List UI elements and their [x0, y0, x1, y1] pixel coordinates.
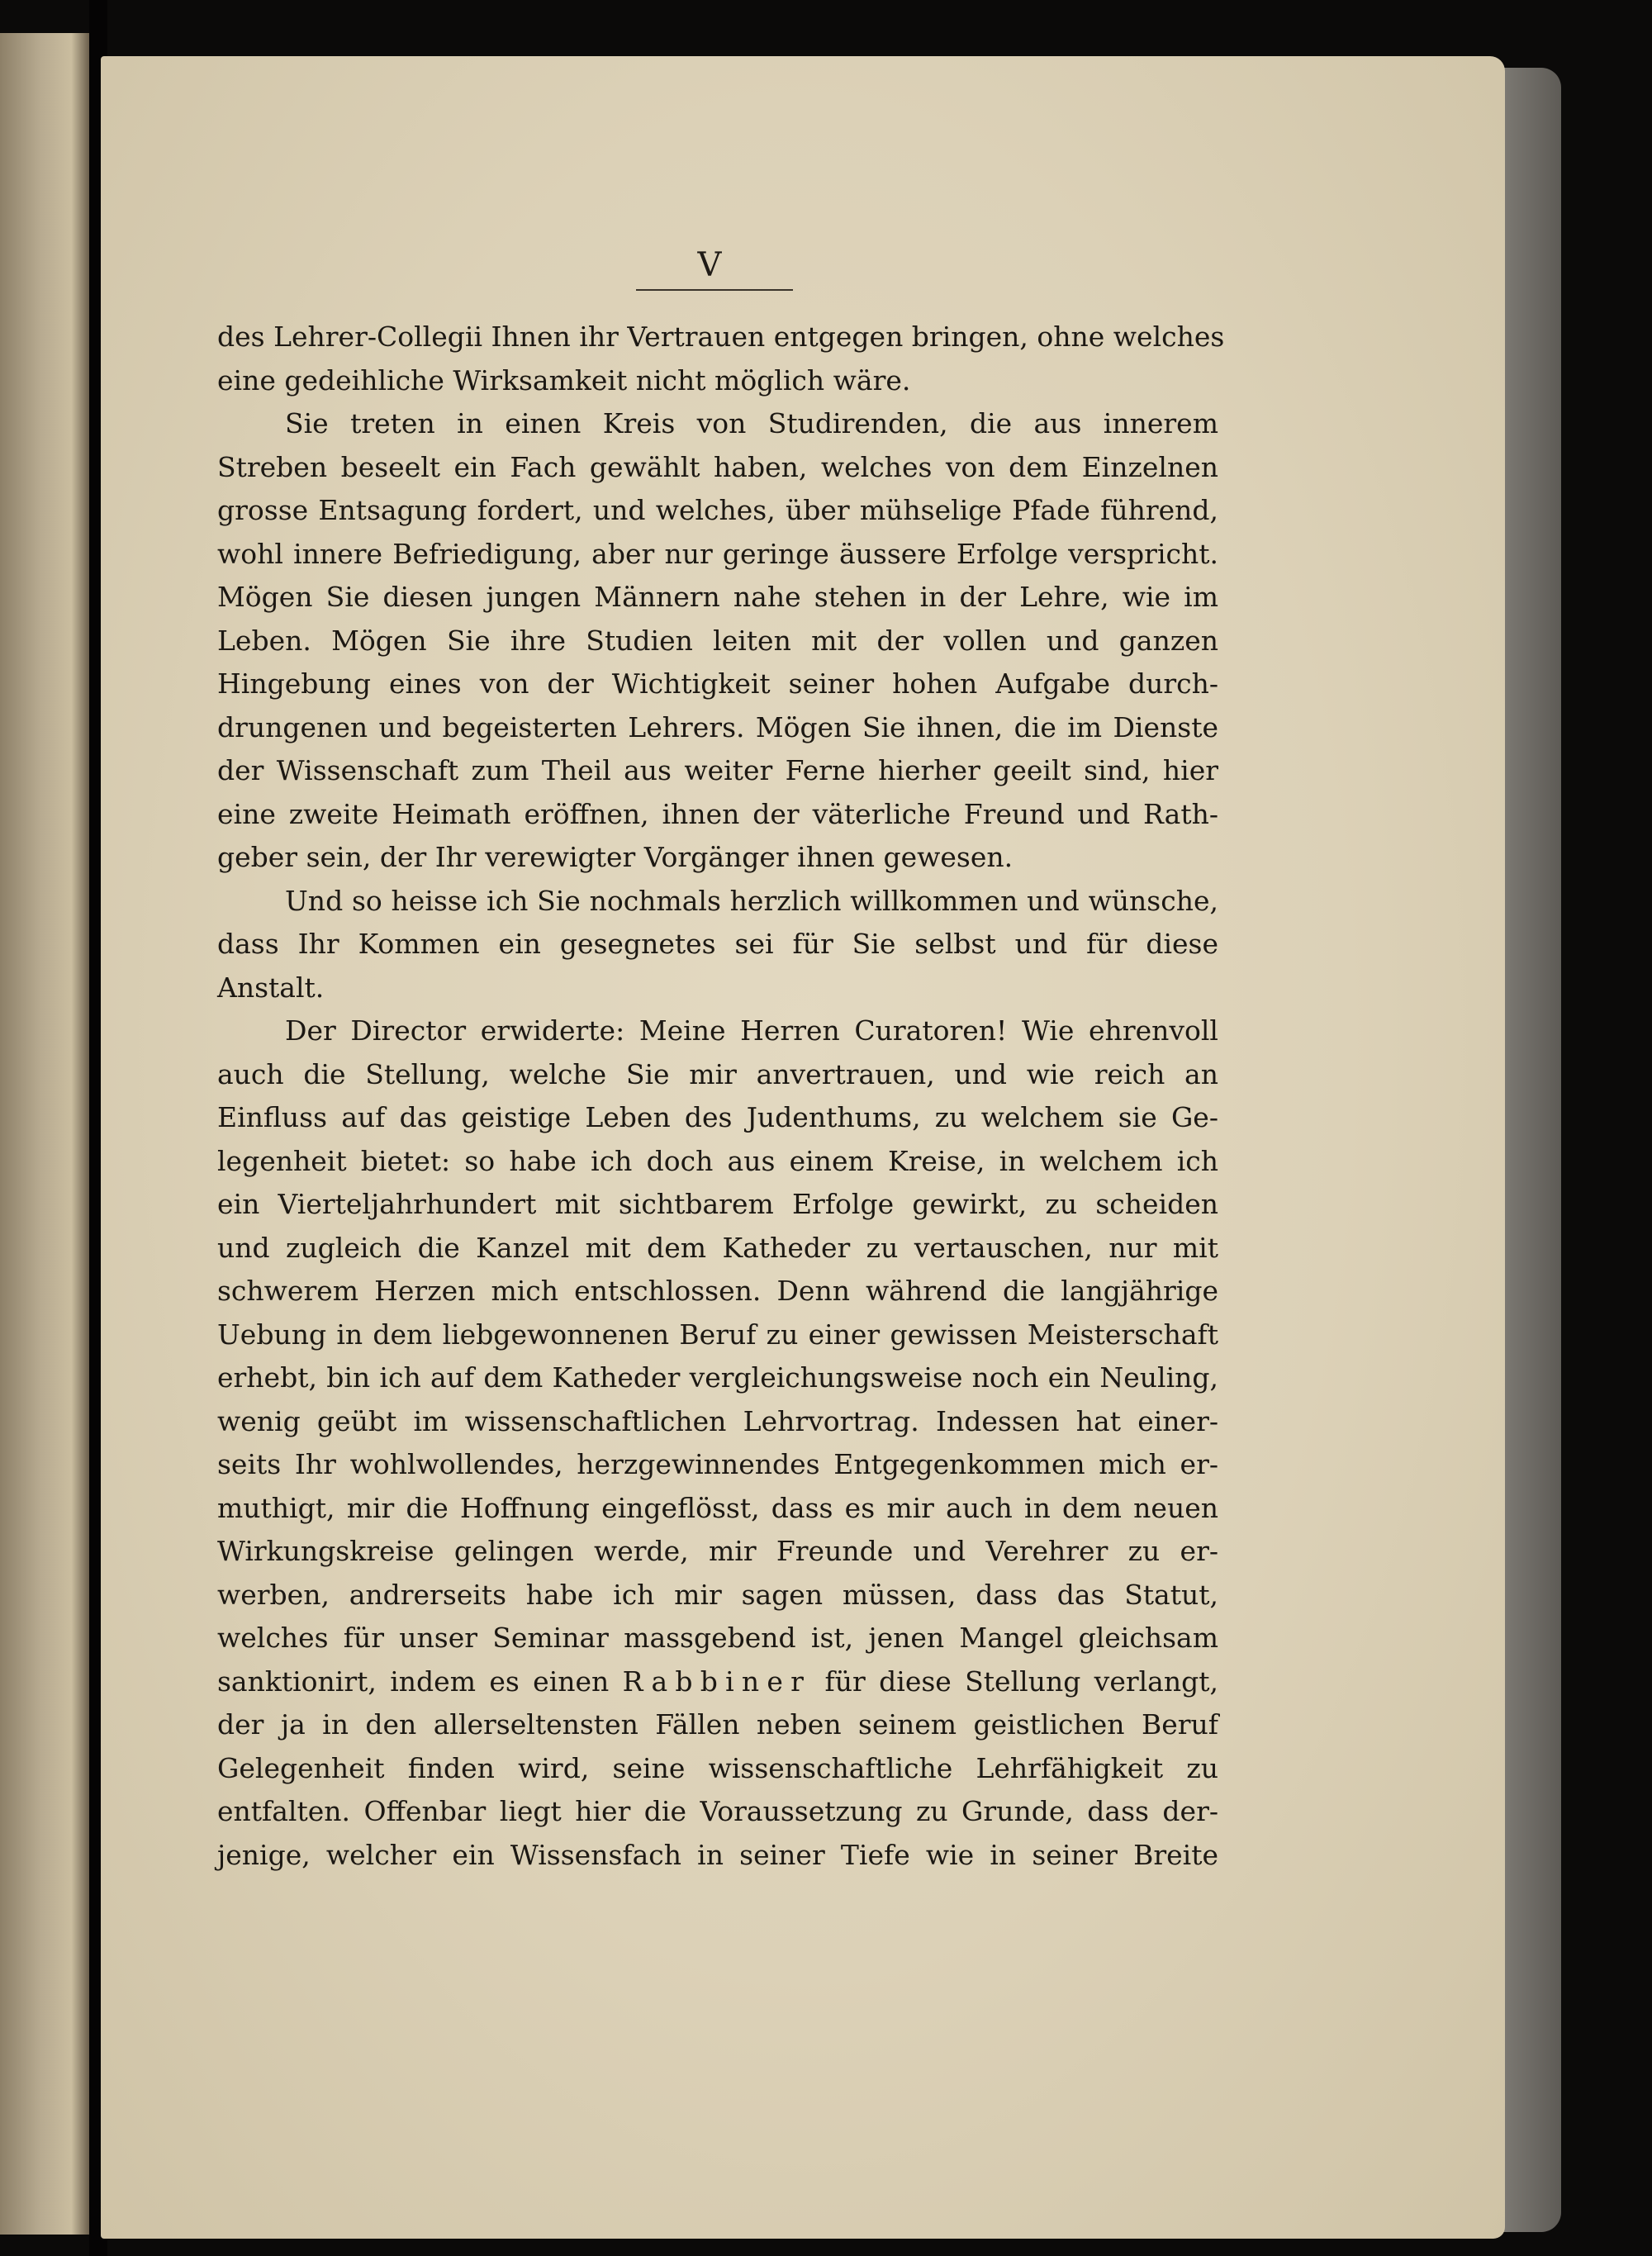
page-number: V [697, 246, 724, 284]
text-line: Anstalt. [217, 971, 325, 1004]
text-line: Uebung in dem liebgewonnenen Beruf zu einer gewissen Meisterschaft [217, 1318, 1218, 1351]
text-line: grosse Entsagung fordert, und welches, über mühselige Pfade führend, [217, 494, 1218, 526]
text-line: Streben beseelt ein Fach gewählt haben, welches von dem Einzelnen [217, 450, 1218, 483]
text-line: Und so heisse ich Sie nochmals herzlich willkommen und wünsche, [285, 884, 1218, 917]
text-line: Der Director erwiderte: Meine Herren Curatoren! Wie ehrenvoll [285, 1014, 1218, 1047]
text-line: entfalten. Offenbar liegt hier die Voraussetzung zu Grunde, dass der- [217, 1795, 1218, 1827]
text-line: Leben. Mögen Sie ihre Studien leiten mit der vollen und ganzen [217, 624, 1218, 657]
text-line: auch die Stellung, welche Sie mir anvertrauen, und wie reich an [217, 1057, 1218, 1090]
facing-page-edge [0, 33, 89, 2235]
text-line: welches für unser Seminar massgebend ist, jenen Mangel gleichsam [217, 1622, 1218, 1654]
text-line: des Lehrer-Collegii Ihnen ihr Vertrauen entgegen bringen, ohne welches [217, 321, 1225, 353]
text-line: muthigt, mir die Hoffnung eingeflösst, dass es mir auch in dem neuen [217, 1491, 1218, 1524]
text-line: sanktionirt, indem es einen Rabbiner für diese Stellung verlangt, [217, 1665, 1218, 1698]
header-rule [636, 289, 793, 291]
text-line: wohl innere Befriedigung, aber nur geringe äussere Erfolge verspricht. [217, 537, 1218, 570]
text-line: schwerem Herzen mich entschlossen. Denn während die langjährige [217, 1275, 1218, 1307]
text-line: Sie treten in einen Kreis von Studirenden, die aus innerem [285, 407, 1218, 439]
text-line: der ja in den allerseltensten Fällen neben seinem geistlichen Beruf [217, 1708, 1218, 1741]
text-line: und zugleich die Kanzel mit dem Katheder zu vertauschen, nur mit [217, 1231, 1218, 1264]
text-line: eine zweite Heimath eröffnen, ihnen der väterliche Freund und Rath- [217, 797, 1218, 830]
text-line: erhebt, bin ich auf dem Katheder vergleichungsweise noch ein Neuling, [217, 1361, 1218, 1394]
text-line: legenheit bietet: so habe ich doch aus einem Kreise, in welchem ich [217, 1144, 1218, 1177]
text-line: Mögen Sie diesen jungen Männern nahe stehen in der Lehre, wie im [217, 581, 1218, 613]
text-line: werben, andrerseits habe ich mir sagen müssen, dass das Statut, [217, 1578, 1218, 1611]
text-line: wenig geübt im wissenschaftlichen Lehrvortrag. Indessen hat einer- [217, 1404, 1218, 1437]
text-line: dass Ihr Kommen ein gesegnetes sei für Sie selbst und für diese [217, 928, 1218, 960]
emphasized-word: Rabbiner [622, 1665, 812, 1698]
text-line: geber sein, der Ihr verewigter Vorgänger ihnen gewesen. [217, 841, 1014, 873]
text-line: der Wissenschaft zum Theil aus weiter Ferne hierher geeilt sind, hier [217, 754, 1218, 786]
text-line: jenige, welcher ein Wissensfach in seiner Tiefe wie in seiner Breite [217, 1838, 1218, 1871]
text-line: Einfluss auf das geistige Leben des Judenthums, zu welchem sie Ge- [217, 1101, 1218, 1133]
body-text [217, 316, 1225, 1877]
text-line: eine gedeihliche Wirksamkeit nicht möglich wäre. [217, 363, 911, 397]
text-line: Hingebung eines von der Wichtigkeit seiner hohen Aufgabe durch- [217, 667, 1218, 700]
text-line: drungenen und begeisterten Lehrers. Mögen Sie ihnen, die im Dienste [217, 710, 1218, 743]
text-line: ein Vierteljahrhundert mit sichtbarem Erfolge gewirkt, zu scheiden [217, 1188, 1218, 1220]
text-line: Wirkungskreise gelingen werde, mir Freunde und Verehrer zu er- [217, 1535, 1218, 1567]
text-line: seits Ihr wohlwollendes, herzgewinnendes Entgegenkommen mich er- [217, 1448, 1218, 1480]
text-line: Gelegenheit finden wird, seine wissenschaftliche Lehrfähigkeit zu [217, 1751, 1218, 1784]
